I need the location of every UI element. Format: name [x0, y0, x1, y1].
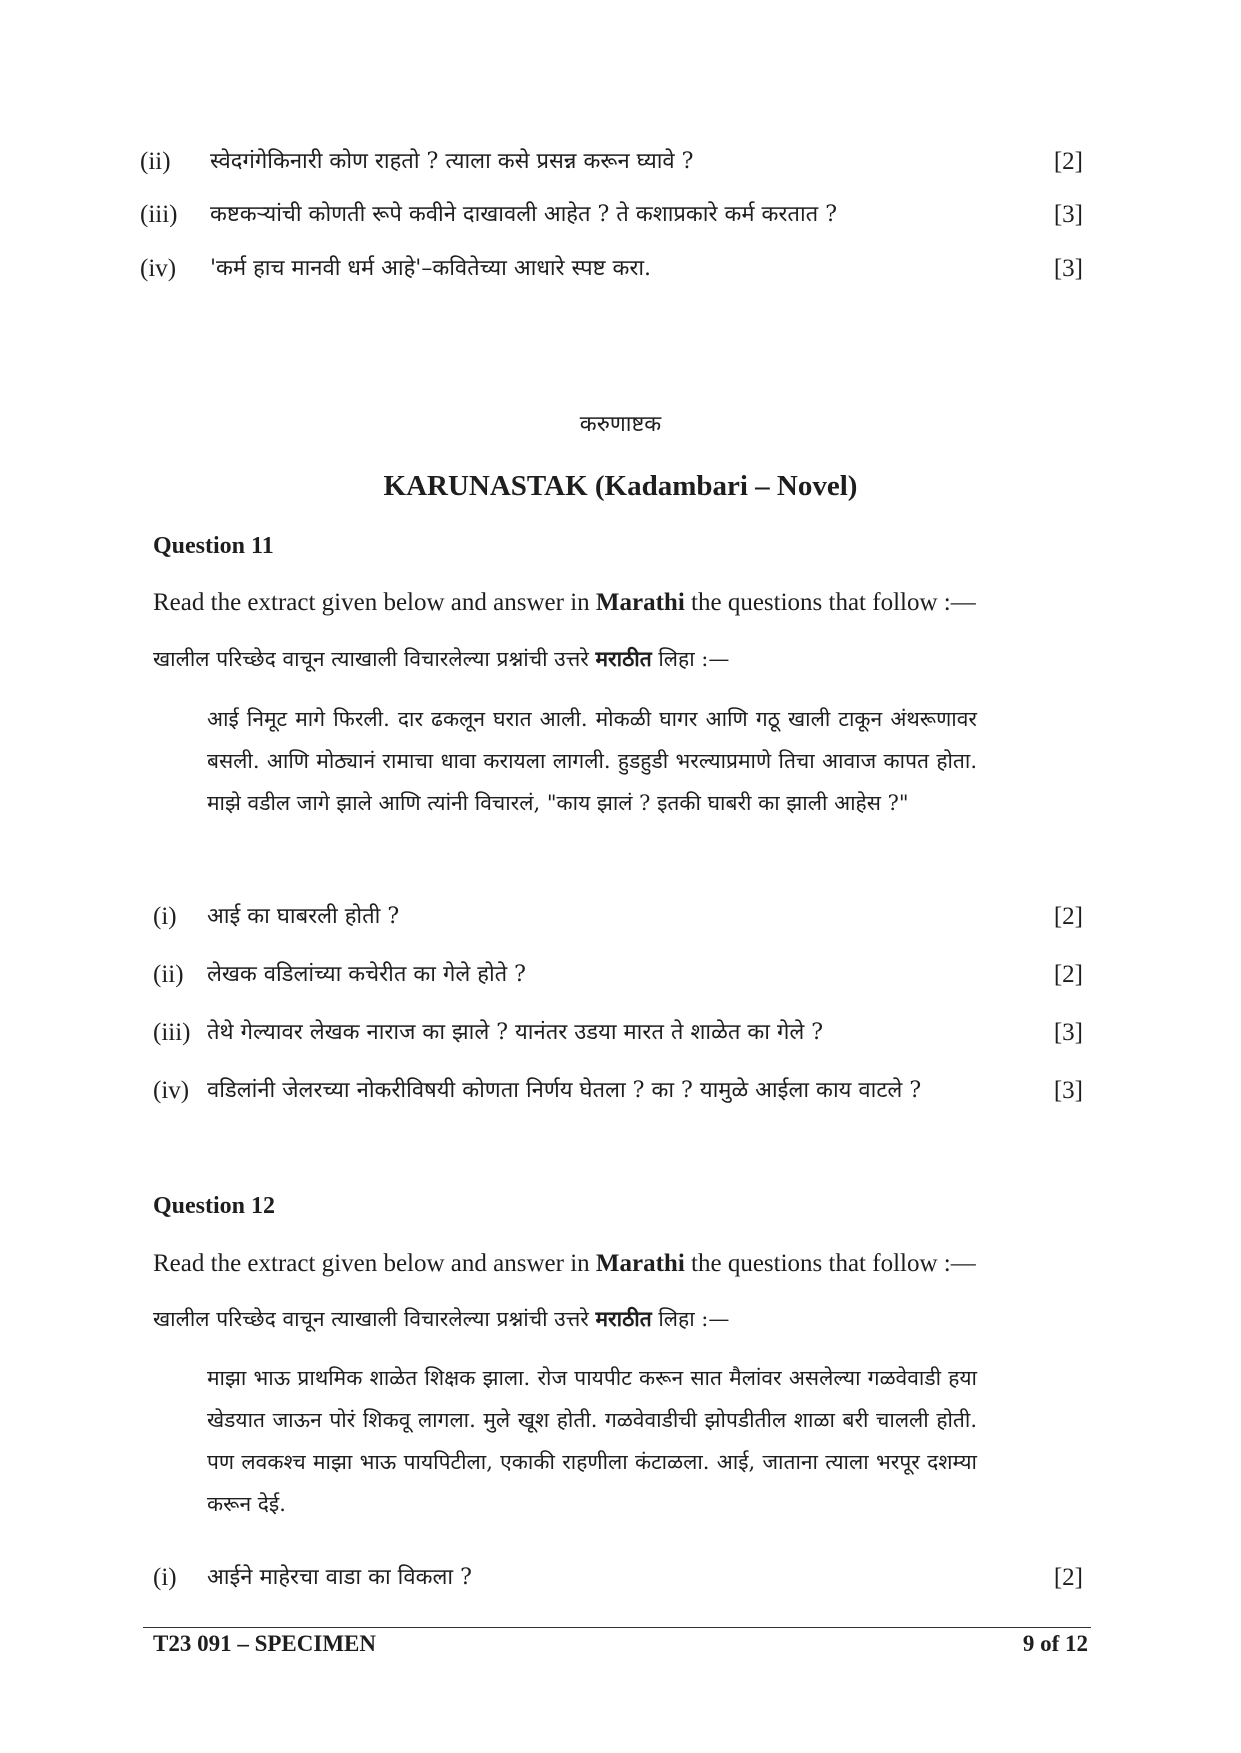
question-number: (i)	[153, 903, 177, 930]
question-text: तेथे गेल्यावर लेखक नाराज का झाले ? यानंतर उडया मारत ते शाळेत का गेले ?	[207, 1020, 824, 1045]
marathi-instruction	[153, 645, 729, 673]
question-number: (ii)	[153, 961, 184, 988]
instruction-emphasis: मराठीत	[595, 1306, 652, 1331]
instruction-emphasis: मराठीत	[595, 646, 652, 671]
question-text: आईने माहेरचा वाडा का विकला ?	[207, 1565, 472, 1590]
footer-divider	[143, 1627, 1091, 1628]
instruction-text: Read the extract given below and answer in	[153, 589, 596, 616]
english-instruction	[153, 589, 976, 617]
question-text: लेखक वडिलांच्या कचेरीत का गेले होते ?	[207, 962, 526, 987]
question-text: कष्टकऱ्यांची कोणती रूपे कवीने दाखावली आहेत ? ते कशाप्रकारे कर्म करतात ?	[210, 202, 837, 227]
marks-label: [2]	[1053, 148, 1083, 175]
question-heading: Question 12	[153, 1193, 276, 1219]
marks-label: [2]	[1053, 1564, 1083, 1591]
instruction-text: खालील परिच्छेद वाचून त्याखाली विचारलेल्या प्रश्नांची उत्तरे	[153, 647, 596, 671]
question-number: (i)	[153, 1564, 177, 1591]
question-heading: Question 11	[153, 533, 274, 559]
instruction-text: लिहा :—	[651, 1307, 730, 1331]
question-text: 'कर्म हाच मानवी धर्म आहे'–कवितेच्या आधारे स्पष्ट करा.	[210, 256, 652, 281]
question-number: (iv)	[153, 1077, 190, 1104]
marks-label: [2]	[1053, 903, 1083, 930]
instruction-emphasis: Marathi	[595, 1250, 685, 1277]
marks-label: [3]	[1053, 1077, 1083, 1104]
paper-code: T23 091 – SPECIMEN	[153, 1631, 376, 1656]
marks-label: [2]	[1053, 961, 1083, 988]
question-text: वडिलांनी जेलरच्या नोकरीविषयी कोणता निर्णय घेतला ? का ? यामुळे आईला काय वाटले ?	[207, 1078, 922, 1103]
marks-label: [3]	[1053, 201, 1083, 228]
marks-label: [3]	[1053, 1019, 1083, 1046]
marathi-instruction	[153, 1305, 729, 1333]
question-number: (ii)	[140, 148, 171, 175]
instruction-emphasis: Marathi	[595, 589, 685, 616]
page-number: 9 of 12	[1022, 1631, 1088, 1656]
question-text: आई का घाबरली होती ?	[207, 904, 400, 929]
marks-label: [3]	[1053, 255, 1083, 282]
question-text: स्वेदगंगेकिनारी कोण राहतो ? त्याला कसे प्रसन्न करून घ्यावे ?	[210, 149, 694, 174]
instruction-text: Read the extract given below and answer in	[153, 1250, 596, 1277]
instruction-text: खालील परिच्छेद वाचून त्याखाली विचारलेल्या प्रश्नांची उत्तरे	[153, 1307, 596, 1331]
question-number: (iii)	[140, 201, 178, 228]
extract-passage: माझा भाऊ प्राथमिक शाळेत शिक्षक झाला. रोज पायपीट करून सात मैलांवर असलेल्या गळवेवाडी हया खेडयात जाऊन पोरं शिकवू लागला. मुले खूश होती. गळवेवाडीची झोपडीतील शाळा बरी चालली होती. पण लवकश्च माझा भाऊ पायपिटीला, एकाकी राहणीला कंटाळला. आई, जाताना त्याला भरपूर दशम्या करून देई.	[207, 1366, 977, 1516]
section-title-marathi: करुणाष्टक	[579, 412, 662, 437]
english-instruction	[153, 1250, 976, 1278]
question-number: (iv)	[140, 255, 177, 282]
question-number: (iii)	[153, 1019, 191, 1046]
instruction-text: the questions that follow :—	[684, 589, 976, 616]
instruction-text: लिहा :—	[651, 647, 730, 671]
section-title-english: KARUNASTAK (Kadambari – Novel)	[383, 470, 858, 502]
instruction-text: the questions that follow :—	[684, 1250, 976, 1277]
extract-passage: आई निमूट मागे फिरली. दार ढकलून घरात आली. मोकळी घागर आणि गठू खाली टाकून अंथरूणावर बसली. आणि मोठ्यानं रामाचा धावा करायला लागली. हुडहुडी भरल्याप्रमाणे तिचा आवाज कापत होता. माझे वडील जागे झाले आणि त्यांनी विचारलं, "काय झालं ? इतकी घाबरी का झाली आहेस ?"	[207, 707, 977, 815]
